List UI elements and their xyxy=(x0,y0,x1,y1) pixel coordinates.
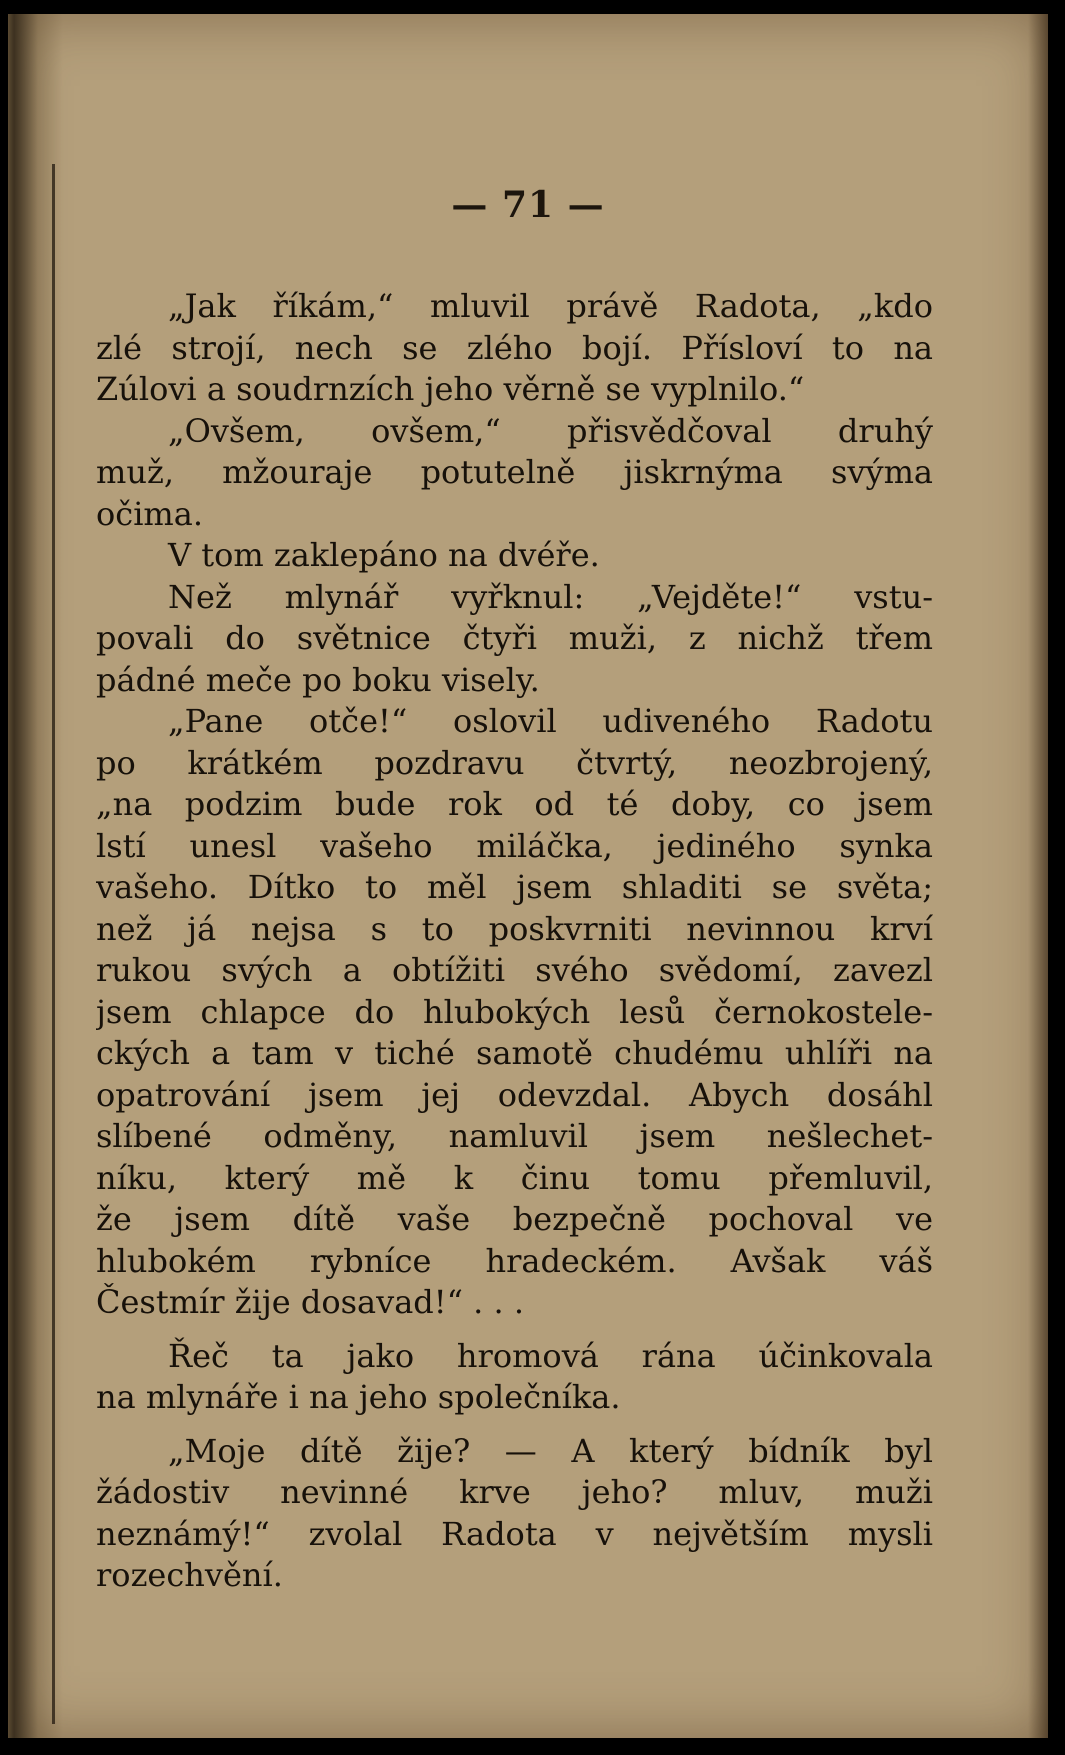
page-edge-shadow xyxy=(1028,14,1048,1738)
text-line: než já nejsa s to poskvrniti nevinnou krví xyxy=(96,909,933,948)
text-line: V tom zaklepáno na dvéře. xyxy=(168,536,600,574)
text-line: ckých a tam v tiché samotě chudému uhlíři na xyxy=(96,1034,933,1072)
paragraph-gap xyxy=(96,1419,933,1431)
text-line: „Ovšem, ovšem,“ přisvědčoval druhý xyxy=(168,411,933,450)
text-line: neznámý!“ zvolal Radota v největším mysli xyxy=(96,1514,933,1553)
text-line: zlé strojí, nech se zlého bojí. Přísloví to na xyxy=(96,328,933,367)
text-line: žádostiv nevinné krve jeho? mluv, muži xyxy=(96,1473,933,1511)
text-line: „Moje dítě žije? — A který bídník byl xyxy=(168,1431,933,1470)
text-line: lstí unesl vašeho miláčka, jediného synka xyxy=(96,826,933,865)
text-line: Zúlovi a soudrnzích jeho věrně se vyplnilo.“ xyxy=(96,370,805,408)
text-line: vašeho. Dítko to měl jsem shladiti se světa; xyxy=(96,868,933,906)
paragraph-gap xyxy=(96,1324,933,1336)
text-line: povali do světnice čtyři muži, z nichž třem xyxy=(96,619,933,657)
text-line: rukou svých a obtížiti svého svědomí, zavezl xyxy=(96,951,933,989)
text-line: jsem chlapce do hlubokých lesů černokostele- xyxy=(96,992,933,1031)
gutter-line xyxy=(52,164,55,1724)
text-line: muž, mžouraje potutelně jiskrnýma svýma xyxy=(96,453,933,491)
text-line: po krátkém pozdravu čtvrtý, neozbrojený, xyxy=(96,743,933,782)
text-line: Čestmír žije dosavad!“ . . . xyxy=(96,1283,525,1321)
text-line: rozechvění. xyxy=(96,1556,283,1594)
text-line: „na podzim bude rok od té doby, co jsem xyxy=(96,785,933,823)
page-number: — 71 — xyxy=(451,184,605,226)
text-line: „Jak říkám,“ mluvil právě Radota, „kdo xyxy=(168,287,933,325)
text-line: očima. xyxy=(96,494,204,533)
text-line: slíbené odměny, namluvil jsem nešlechet- xyxy=(96,1117,933,1155)
text-line: Než mlynář vyřknul: „Vejděte!“ vstu- xyxy=(168,577,933,616)
text-line: na mlynáře i na jeho společníka. xyxy=(96,1378,621,1416)
text-line: Řeč ta jako hromová rána účinkovala xyxy=(168,1336,933,1375)
text-line: hlubokém rybníce hradeckém. Avšak váš xyxy=(96,1241,933,1280)
text-line: „Pane otče!“ oslovil udiveného Radotu xyxy=(168,702,933,740)
text-line: že jsem dítě vaše bezpečně pochoval ve xyxy=(96,1200,933,1238)
text-line: níku, který mě k činu tomu přemluvil, xyxy=(96,1158,933,1197)
text-line: opatrování jsem jej odevzdal. Abych dosáhl xyxy=(96,1075,933,1114)
text-line: pádné meče po boku visely. xyxy=(96,660,540,699)
body-text xyxy=(96,286,933,1597)
book-page xyxy=(8,14,1048,1738)
